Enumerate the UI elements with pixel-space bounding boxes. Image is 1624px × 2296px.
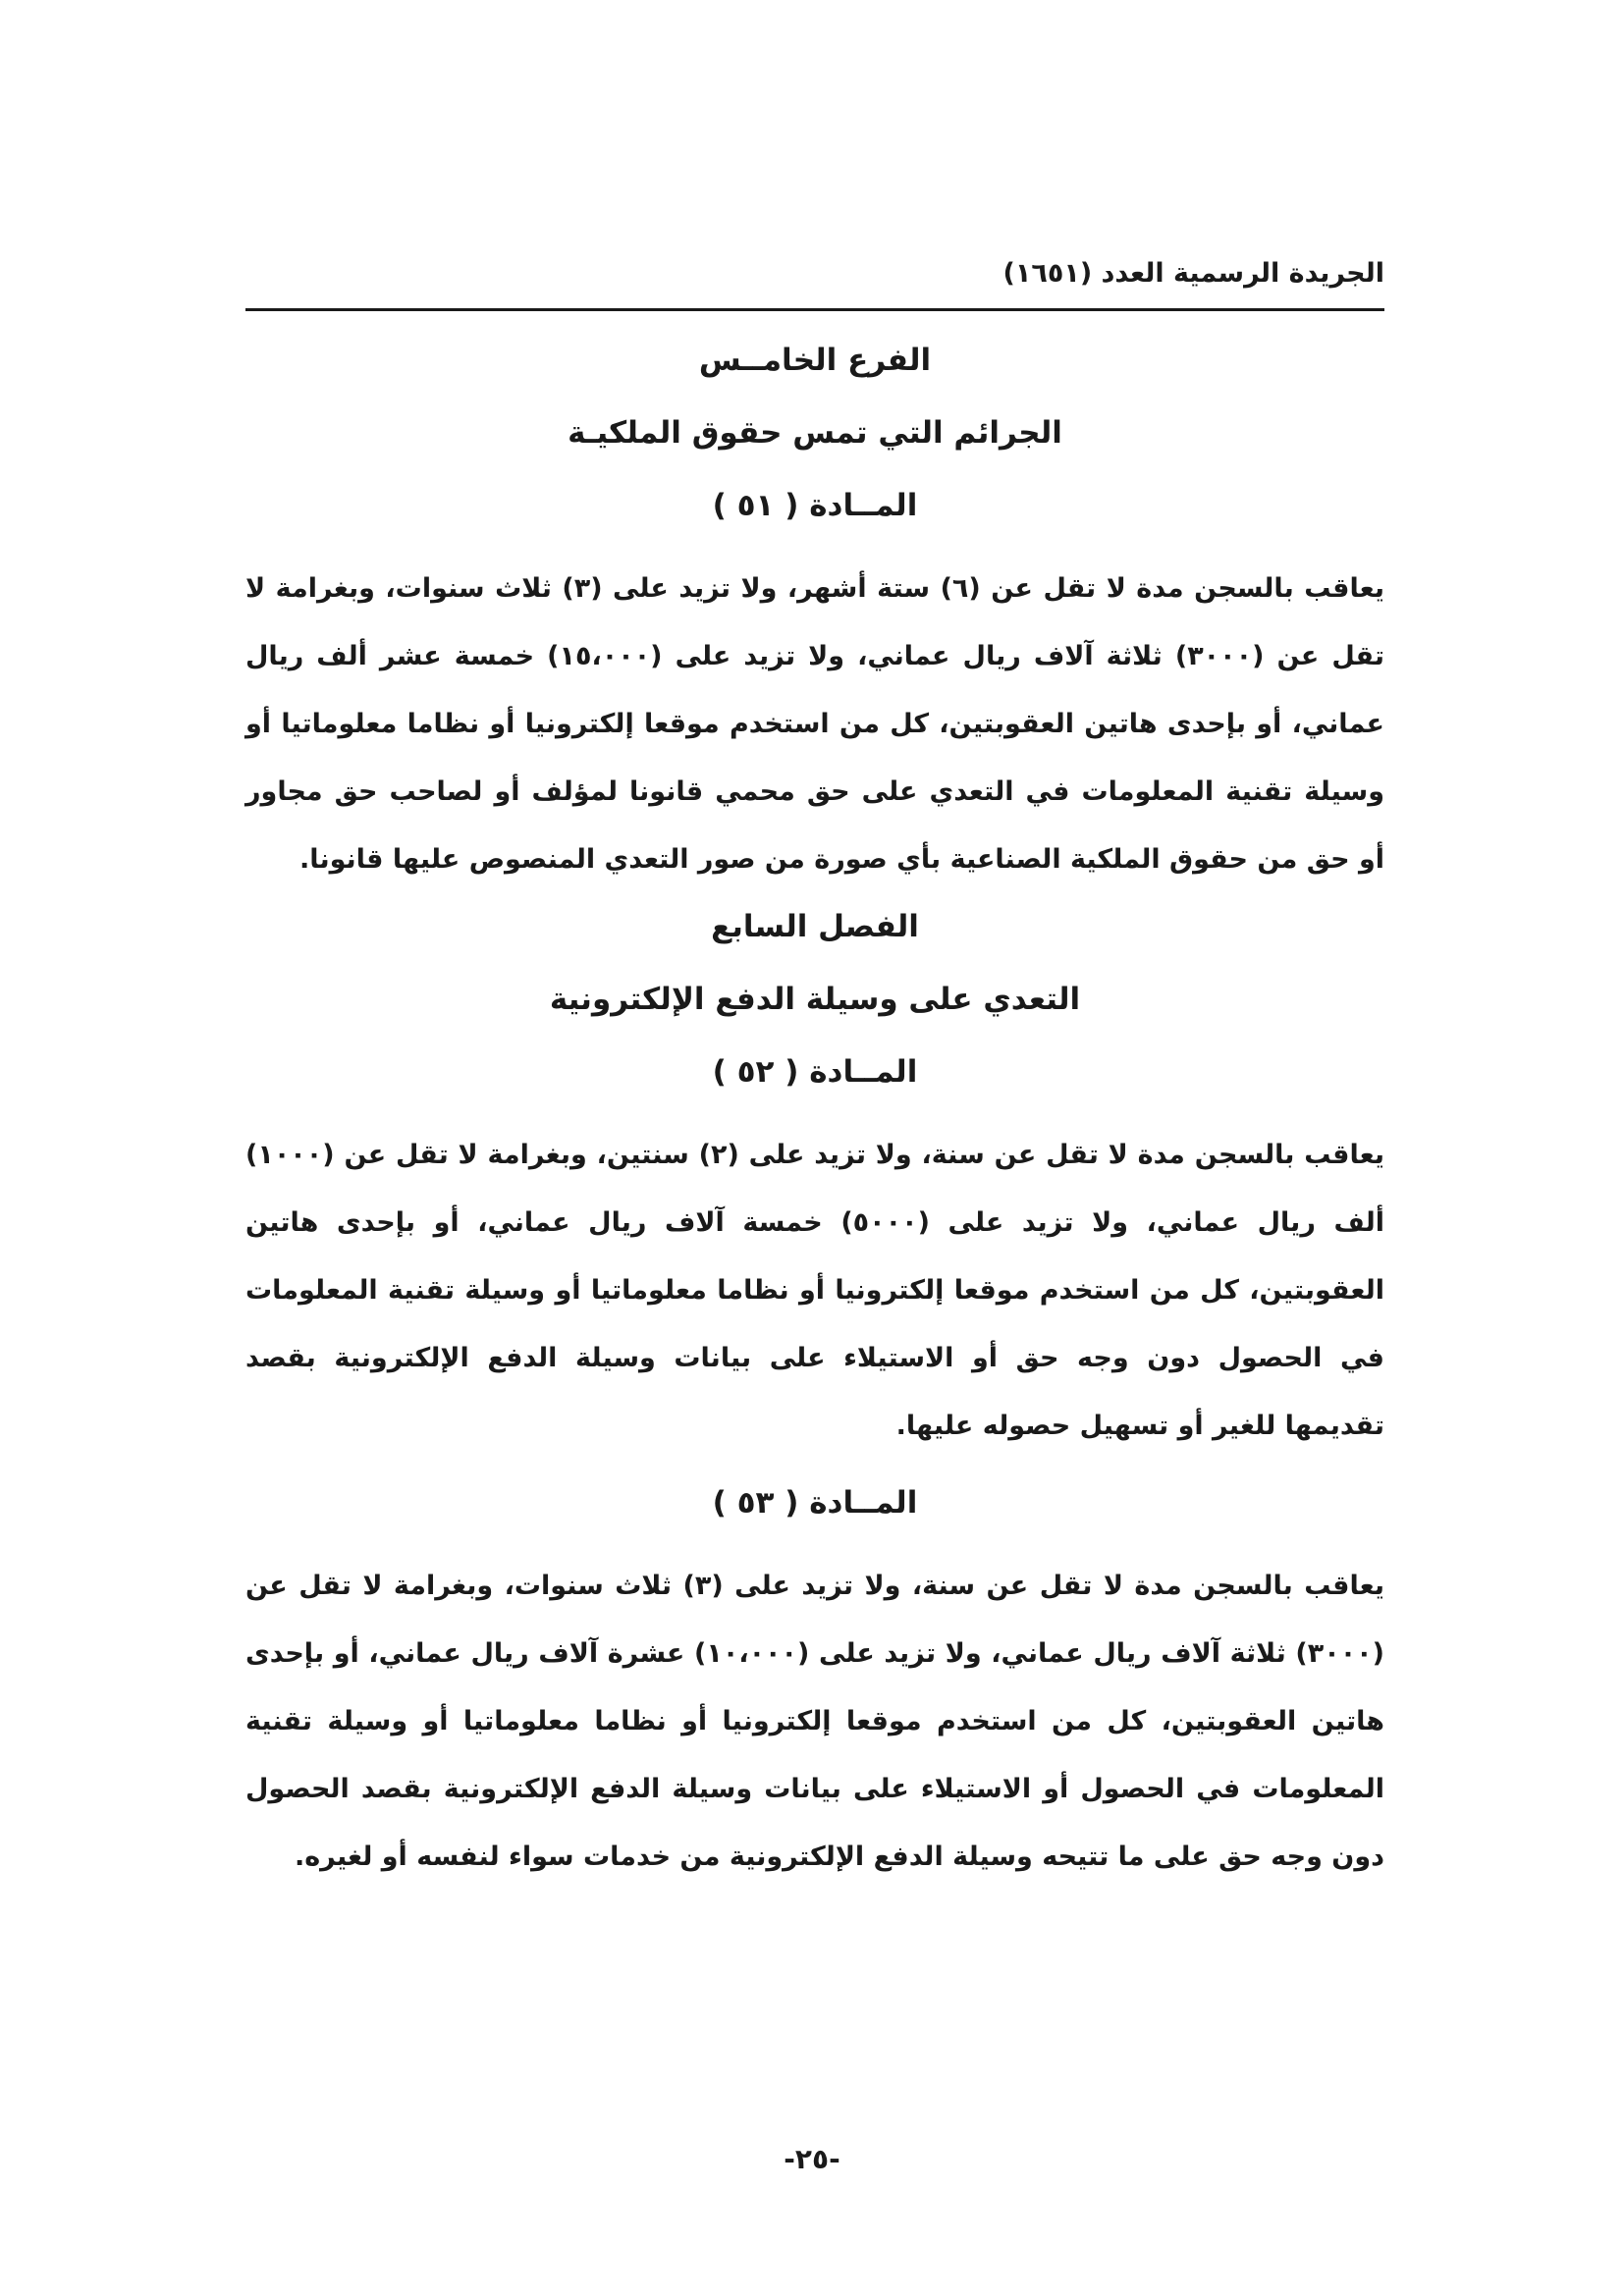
- article-52-text: يعاقب بالسجن مدة لا تقل عن سنة، ولا تزيد على (٢) سنتين، وبغرامة لا تقل عن (١٠٠٠) ألف ريال عماني، ولا تزيد على (٥٠٠٠) خمسة آلاف ريال عماني، أو بإحدى هاتين العقوبتين، كل من استخدم موقعا إلكترونيا أو نظاما معلوماتيا أو وسيلة تقنية المعلومات في الحصول دون وجه حق أو الاستيلاء على بيانات وسيلة الدفع الإلكترونية بقصد تقديمها للغير أو تسهيل حصوله عليها.: [245, 1140, 1384, 1441]
- branch-heading: الفرع الخامــس: [698, 343, 932, 378]
- page-number: -٢٥-: [784, 2143, 840, 2175]
- chapter-title: التعدي على وسيلة الدفع الإلكترونية: [549, 982, 1081, 1017]
- gazette-header-title: الجريدة الرسمية العدد (١٦٥١): [1002, 258, 1384, 289]
- chapter-heading: الفصل السابع: [711, 909, 919, 944]
- article-52-heading: المــادة ( ٥٢ ): [712, 1054, 918, 1090]
- branch-title: الجرائم التي تمس حقوق الملكيـة: [568, 415, 1062, 451]
- header-divider: [245, 308, 1384, 311]
- article-53-heading: المــادة ( ٥٣ ): [712, 1485, 918, 1521]
- article-51-text: يعاقب بالسجن مدة لا تقل عن (٦) ستة أشهر، ولا تزيد على (٣) ثلاث سنوات، وبغرامة لا تقل عن (٣٠٠٠) ثلاثة آلاف ريال عماني، ولا تزيد على (١٥،٠٠٠) خمسة عشر ألف ريال عماني، أو بإحدى هاتين العقوبتين، كل من استخدم موقعا إلكترونيا أو نظاما معلوماتيا أو وسيلة تقنية المعلومات في التعدي على حق محمي قانونا لمؤلف أو لصاحب حق مجاور أو حق من حقوق الملكية الصناعية بأي صورة من صور التعدي المنصوص عليها قانونا.: [245, 573, 1384, 875]
- document-body: [245, 327, 1384, 1891]
- article-53-text: يعاقب بالسجن مدة لا تقل عن سنة، ولا تزيد على (٣) ثلاث سنوات، وبغرامة لا تقل عن (٣٠٠٠) ثلاثة آلاف ريال عماني، ولا تزيد على (١٠،٠٠٠) عشرة آلاف ريال عماني، أو بإحدى هاتين العقوبتين، كل من استخدم موقعا إلكترونيا أو نظاما معلوماتيا أو وسيلة تقنية المعلومات في الحصول أو الاستيلاء على بيانات وسيلة الدفع الإلكترونية بقصد الحصول دون وجه حق على ما تتيحه وسيلة الدفع الإلكترونية من خدمات سواء لنفسه أو لغيره.: [245, 1571, 1384, 1872]
- article-51-heading: المــادة ( ٥١ ): [712, 488, 918, 523]
- page-header: [245, 257, 1384, 306]
